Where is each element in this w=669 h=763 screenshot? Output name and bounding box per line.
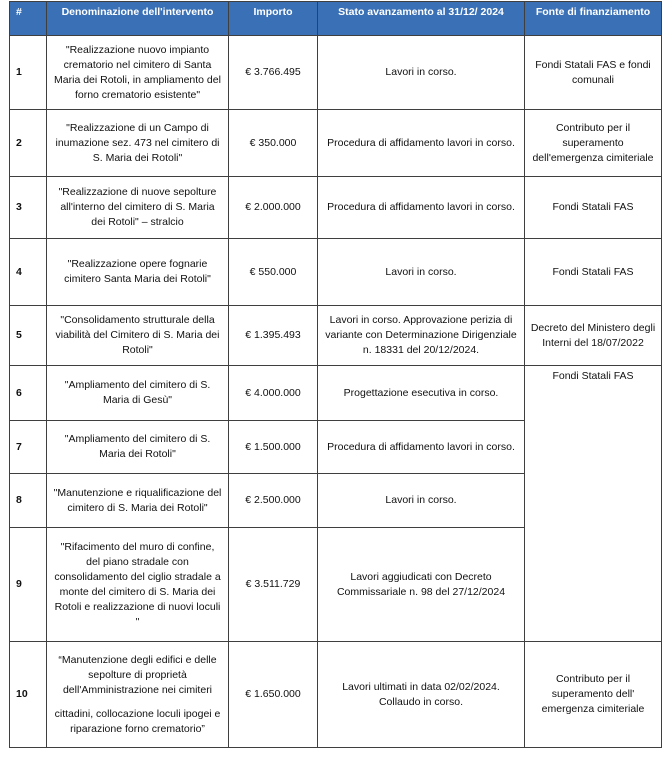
interventi-table	[9, 1, 662, 748]
row-num: 4	[10, 239, 47, 306]
row-num: 10	[10, 642, 47, 748]
row-denominazione-part-2: cittadini, collocazione loculi ipogei e riparazione forno crematorio”	[54, 707, 221, 735]
table-header-row	[10, 2, 662, 36]
table-row	[10, 239, 662, 306]
row-importo: € 4.000.000	[229, 366, 318, 421]
row-denominazione: "Realizzazione di un Campo di inumazione sez. 473 nel cimitero di S. Maria dei Rotoli"	[47, 110, 229, 177]
table-row	[10, 110, 662, 177]
row-importo: € 1.650.000	[229, 642, 318, 748]
row-fonte: Fondi Statali FAS e fondi comunali	[525, 36, 662, 110]
row-stato: Lavori aggiudicati con Decreto Commissariale n. 98 del 27/12/2024	[318, 528, 525, 642]
row-stato: Procedura di affidamento lavori in corso.	[318, 110, 525, 177]
row-num: 7	[10, 421, 47, 474]
row-num: 2	[10, 110, 47, 177]
row-denominazione: "Ampliamento del cimitero di S. Maria di Gesù"	[47, 366, 229, 421]
row-num: 1	[10, 36, 47, 110]
row-importo: € 350.000	[229, 110, 318, 177]
row-stato: Progettazione esecutiva in corso.	[318, 366, 525, 421]
row-stato: Lavori ultimati in data 02/02/2024. Collaudo in corso.	[318, 642, 525, 748]
header-fonte: Fonte di finanziamento	[525, 2, 662, 36]
table-row	[10, 306, 662, 366]
table-row	[10, 36, 662, 110]
header-denominazione: Denominazione dell'intervento	[47, 2, 229, 36]
row-denominazione	[47, 642, 229, 748]
row-importo: € 2.000.000	[229, 177, 318, 239]
row-num: 9	[10, 528, 47, 642]
row-stato: Procedura di affidamento lavori in corso.	[318, 421, 525, 474]
table-row	[10, 366, 662, 421]
row-stato: Lavori in corso.	[318, 474, 525, 528]
header-stato: Stato avanzamento al 31/12/ 2024	[318, 2, 525, 36]
table-row	[10, 642, 662, 748]
row-importo: € 3.766.495	[229, 36, 318, 110]
row-stato: Lavori in corso.	[318, 36, 525, 110]
row-fonte-merged: Fondi Statali FAS	[525, 366, 662, 642]
row-num: 8	[10, 474, 47, 528]
row-fonte: Contributo per il superamento dell'emergenza cimiteriale	[525, 110, 662, 177]
row-num: 5	[10, 306, 47, 366]
row-importo: € 2.500.000	[229, 474, 318, 528]
row-importo: € 550.000	[229, 239, 318, 306]
row-denominazione: "Realizzazione di nuove sepolture all'interno del cimitero di S. Maria dei Rotoli" – stralcio	[47, 177, 229, 239]
row-fonte: Fondi Statali FAS	[525, 239, 662, 306]
row-denominazione: "Consolidamento strutturale della viabilità del Cimitero di S. Maria dei Rotoli"	[47, 306, 229, 366]
row-importo: € 1.500.000	[229, 421, 318, 474]
row-denominazione-gap	[53, 698, 222, 707]
row-importo: € 3.511.729	[229, 528, 318, 642]
row-denominazione: "Manutenzione e riqualificazione del cimitero di S. Maria dei Rotoli"	[47, 474, 229, 528]
table-row	[10, 177, 662, 239]
row-fonte: Decreto del Ministero degli Interni del 18/07/2022	[525, 306, 662, 366]
header-num: #	[10, 2, 47, 36]
row-stato: Lavori in corso.	[318, 239, 525, 306]
row-stato: Procedura di affidamento lavori in corso.	[318, 177, 525, 239]
row-fonte: Contributo per il superamento dell' emergenza cimiteriale	[525, 642, 662, 748]
row-importo: € 1.395.493	[229, 306, 318, 366]
row-denominazione: "Realizzazione opere fognarie cimitero Santa Maria dei Rotoli"	[47, 239, 229, 306]
row-num: 6	[10, 366, 47, 421]
row-stato: Lavori in corso. Approvazione perizia di variante con Determinazione Dirigenziale n. 18331 del 20/12/2024.	[318, 306, 525, 366]
row-denominazione-part-1: “Manutenzione degli edifici e delle sepolture di proprietà dell'Amministrazione nei cimiteri	[58, 653, 217, 696]
row-fonte: Fondi Statali FAS	[525, 177, 662, 239]
row-denominazione: "Rifacimento del muro di confine, del piano stradale con consolidamento del ciglio stradale a monte del cimitero di S. Maria dei Rotoli e realizzazione di nuovi loculi "	[47, 528, 229, 642]
row-denominazione: "Ampliamento del cimitero di S. Maria dei Rotoli"	[47, 421, 229, 474]
header-importo: Importo	[229, 2, 318, 36]
row-denominazione: "Realizzazione nuovo impianto crematorio nel cimitero di Santa Maria dei Rotoli, in ampliamento del forno crematorio esistente"	[47, 36, 229, 110]
row-num: 3	[10, 177, 47, 239]
